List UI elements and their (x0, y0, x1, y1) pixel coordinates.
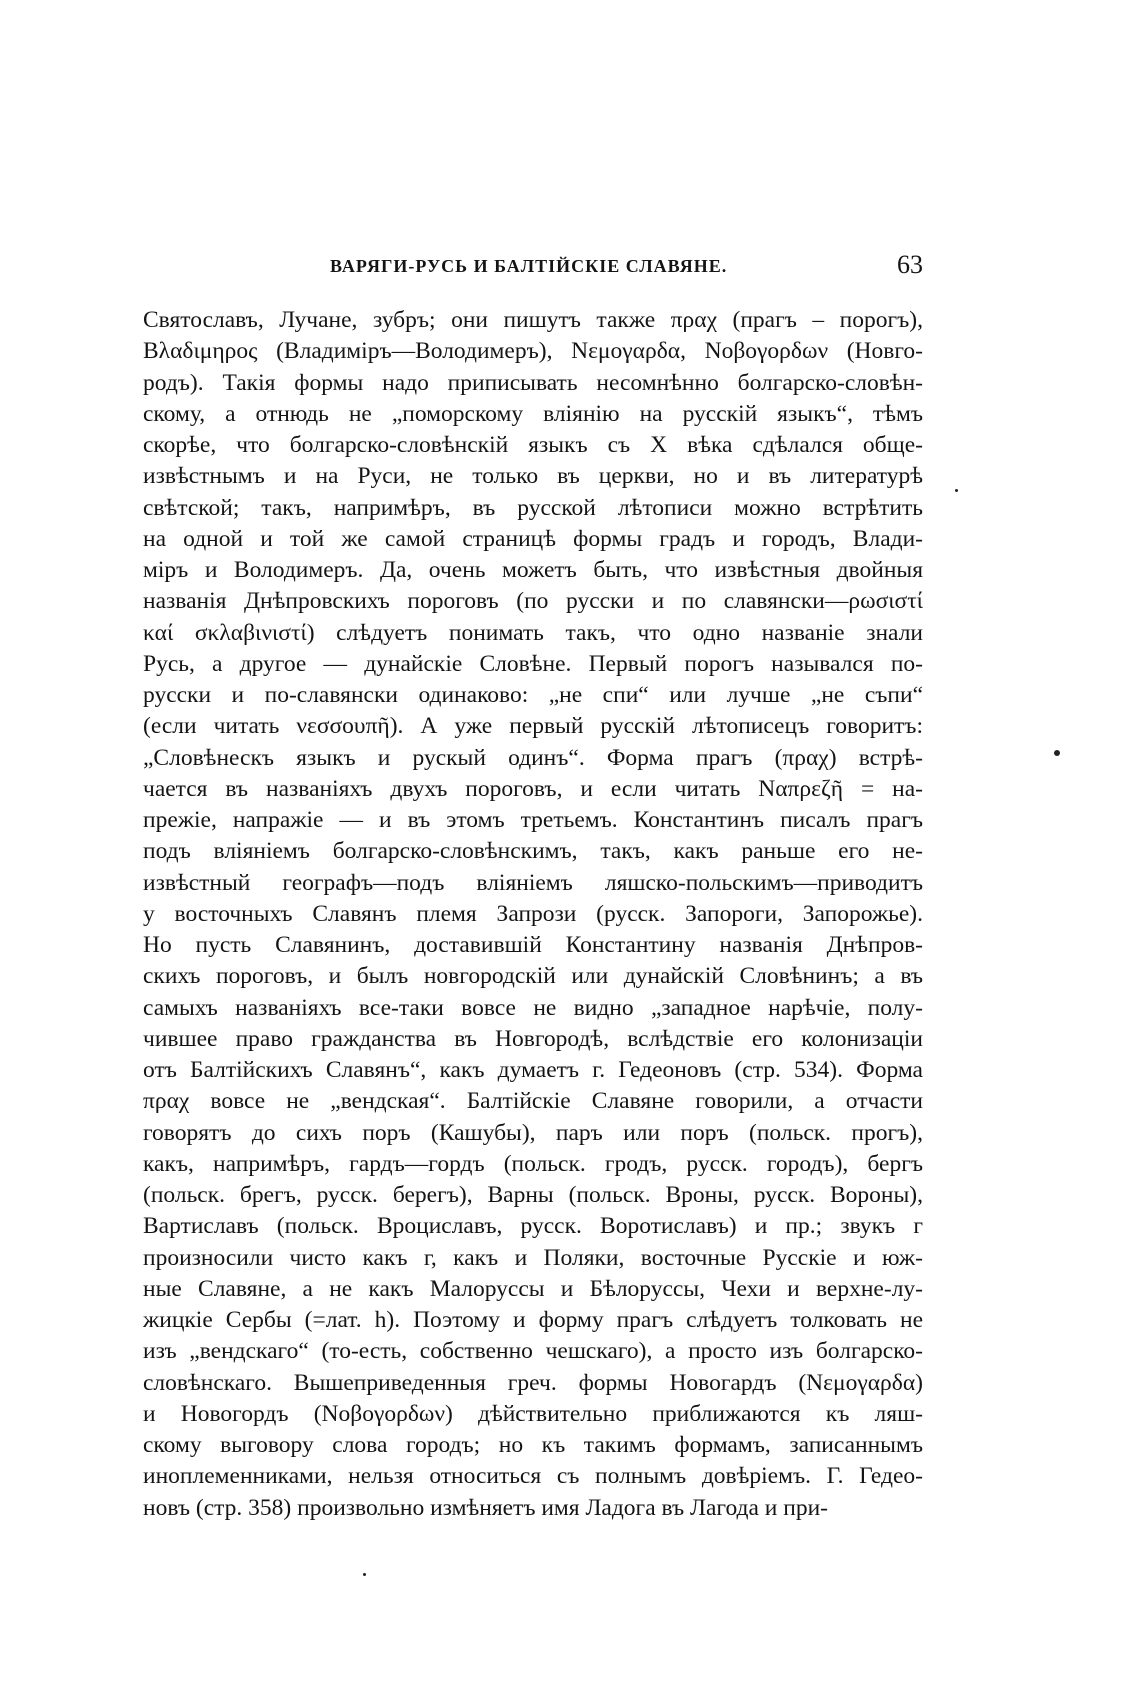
text-line: καί σκλαβινιστί) слѣдуетъ понимать такъ, что одно названіе знали (143, 619, 923, 646)
scan-speck (955, 489, 958, 492)
text-line: міръ и Володимеръ. Да, очень можетъ быть, что извѣстныя двойныя (143, 557, 923, 583)
text-line: словѣнскаго. Вышеприведенныя греч. формы Новогардъ (Νεμογαρδα) (143, 1369, 923, 1396)
text-line: жицкіе Сербы (=лат. h). Поэтому и форму прагъ слѣдуетъ толковать не (143, 1307, 923, 1333)
text-line: извѣстнымъ и на Руси, не только въ церкви, но и въ литературѣ (143, 463, 923, 490)
scan-speck (363, 1573, 366, 1576)
text-line: подъ вліяніемъ болгарско-словѣнскимъ, такъ, какъ раньше его не- (143, 838, 923, 865)
text-line: русски и по-славянски одинаково: „не спи“ или лучше „не съпи“ (143, 682, 923, 708)
body-text (143, 305, 923, 1524)
text-line: изъ „вендскаго“ (то-есть, собственно чешскаго), а просто изъ болгарско- (143, 1338, 923, 1365)
text-line: какъ, напримѣръ, гардъ—гордъ (польск. гродъ, русск. городъ), бергъ (143, 1150, 923, 1177)
text-line: скому выговору слова городъ; но къ такимъ формамъ, записаннымъ (143, 1432, 923, 1458)
text-line: иноплеменниками, нельзя относиться съ полнымъ довѣріемъ. Г. Гедео- (143, 1463, 923, 1490)
text-line: родъ). Такія формы надо приписывать несомнѣнно болгарско-словѣн- (143, 369, 923, 396)
running-title: ВАРЯГИ-РУСЬ И БАЛТІЙСКІЕ СЛАВЯНЕ. (330, 256, 728, 276)
running-head (143, 250, 923, 290)
text-line: Святославъ, Лучане, зубръ; они пишутъ также πραχ (прагъ – порогъ), (143, 307, 923, 333)
text-line: свѣтской; такъ, напримѣръ, въ русской лѣтописи можно встрѣтить (143, 494, 923, 521)
text-line: на одной и той же самой страницѣ формы градъ и городъ, Влади- (143, 525, 923, 552)
text-line: произносили чисто какъ г, какъ и Поляки, восточные Русскіе и юж- (143, 1244, 923, 1271)
text-line: скому, а отнюдь не „поморскому вліянію на русскій языкъ“, тѣмъ (143, 400, 923, 427)
text-line: скорѣе, что болгарско-словѣнскій языкъ съ X вѣка сдѣлался обще- (143, 432, 923, 458)
text-line: извѣстный географъ—подъ вліяніемъ ляшско-польскимъ—приводитъ (143, 869, 923, 896)
text-line: и Новогордъ (Νοβογορδων) дѣйствительно приближаются къ ляш- (143, 1400, 923, 1427)
text-line: самыхъ названіяхъ все-таки вовсе не видно „западное нарѣчіе, полу- (143, 994, 923, 1021)
text-line: у восточныхъ Славянъ племя Запрози (русск. Запороги, Запорожье). (143, 900, 923, 927)
text-line: прежіе, напражіе — и въ этомъ третьемъ. Константинъ писалъ прагъ (143, 807, 923, 833)
text-line: чившее право гражданства въ Новгородѣ, вслѣдствіе его колонизаціи (143, 1025, 923, 1052)
text-line: названія Днѣпровскихъ пороговъ (по русски и по славянски—ρωσιστί (143, 588, 923, 615)
text-line: чается въ названіяхъ двухъ пороговъ, и если читать Ναπρεζῆ = на- (143, 775, 923, 802)
text-line: πραχ вовсе не „вендская“. Балтійскіе Славяне говорили, а отчасти (143, 1088, 923, 1115)
text-line: ные Славяне, а не какъ Малоруссы и Бѣлоруссы, Чехи и верхне-лу- (143, 1275, 923, 1302)
text-line: Вартиславъ (польск. Вроциславъ, русск. Воротиславъ) и пр.; звукъ г (143, 1213, 923, 1240)
text-line: (польск. брегъ, русск. берегъ), Варны (польск. Вроны, русск. Вороны), (143, 1182, 923, 1208)
text-line: Но пусть Славянинъ, доставившій Константину названія Днѣпров- (143, 932, 923, 958)
text-line: Русь, а другое — дунайскіе Словѣне. Первый порогъ назывался по- (143, 650, 923, 677)
text-line: Βλαδιμηρος (Владиміръ—Володимеръ), Νεμογαρδα, Νοβογορδων (Новго- (143, 338, 923, 365)
text-line: „Словѣнескъ языкъ и рускый одинъ“. Форма прагъ (πραχ) встрѣ- (143, 744, 923, 771)
text-line: говорятъ до сихъ поръ (Кашубы), паръ или поръ (польск. прогъ), (143, 1119, 923, 1146)
page-number: 63 (897, 250, 923, 279)
text-line: (если читать νεσσουπῆ). А уже первый русскій лѣтописецъ говоритъ: (143, 713, 923, 740)
text-line: отъ Балтійскихъ Славянъ“, какъ думаетъ г. Гедеоновъ (стр. 534). Форма (143, 1057, 923, 1083)
text-line: скихъ пороговъ, и былъ новгородскій или дунайскій Словѣнинъ; а въ (143, 963, 923, 990)
scan-speck (1054, 750, 1060, 756)
text-line: новъ (стр. 358) произвольно измѣняетъ имя Ладога въ Лагода и при- (143, 1494, 828, 1521)
